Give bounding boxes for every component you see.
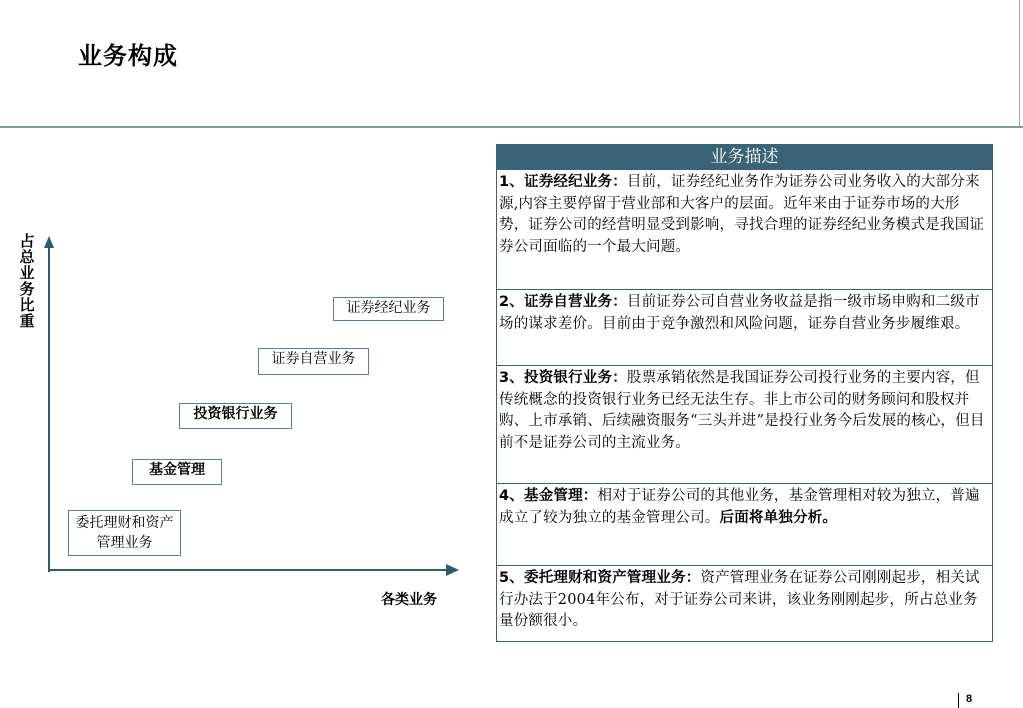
chart-item-asset-management: 委托理财和资产管理业务 [68,510,181,556]
row-text: 目前，证券经纪业务作为证券公司业务收入的大部分来源,内容主要停留于营业部和大客户的层面。近年来由于证券市场的大形势，证券公司的经营明显受到影响，寻找合理的证券经纪业务模式是我国证券公司面临的一个最大问题。 [499,174,985,255]
business-description-table [496,144,993,642]
table-row [497,365,992,483]
page-number: 8 [966,693,973,705]
table-row [497,289,992,365]
page-number-divider [958,693,959,708]
x-axis-arrow-icon [446,564,459,576]
header-divider [0,126,1023,128]
chart-item-fund-management: 基金管理 [132,459,222,485]
table-row [497,565,992,641]
row-emphasis: 后面将单独分析。 [719,509,838,526]
row-text: 资产管理业务在证券公司刚刚起步，相关试行办法于2004年公布，对于证券公司来讲，该业务刚刚起步，所占总业务量份额很小。 [499,570,980,630]
table-row [497,483,992,565]
x-axis-label: 各类业务 [381,592,437,608]
page-title: 业务构成 [78,42,178,70]
y-axis [48,246,50,572]
table-row [497,169,992,289]
row-text: 相对于证券公司的其他业务，基金管理相对较为独立，普遍成立了较为独立的基金管理公司。 [499,488,980,526]
chart-item-investment-banking: 投资银行业务 [179,403,292,429]
y-axis-label: 占总业务比重 [19,232,35,330]
chart-item-brokerage: 证券经纪业务 [333,297,444,321]
table-header: 业务描述 [497,145,992,169]
x-axis [48,569,448,571]
row-heading: 5、委托理财和资产管理业务： [499,570,701,586]
y-axis-arrow-icon [44,236,54,248]
row-text: 股票承销依然是我国证券公司投行业务的主要内容，但传统概念的投资银行业务已经无法生存。非上市公司的财务顾问和股权并购、上市承销、后续融资服务“三头并进”是投行业务今后发展的核心，但目前不是证券公司的主流业务。 [499,370,985,451]
row-text: 目前证券公司自营业务收益是指一级市场申购和二级市场的谋求差价。目前由于竞争激烈和风险问题，证券自营业务步履维艰。 [499,294,980,332]
row-heading: 2、证券自营业务： [499,294,627,310]
row-heading: 1、证券经纪业务： [499,174,627,190]
chart-item-proprietary: 证券自营业务 [258,348,369,375]
row-heading: 4、基金管理： [499,488,598,504]
row-heading: 3、投资银行业务： [499,370,627,386]
right-rule [1019,0,1020,128]
